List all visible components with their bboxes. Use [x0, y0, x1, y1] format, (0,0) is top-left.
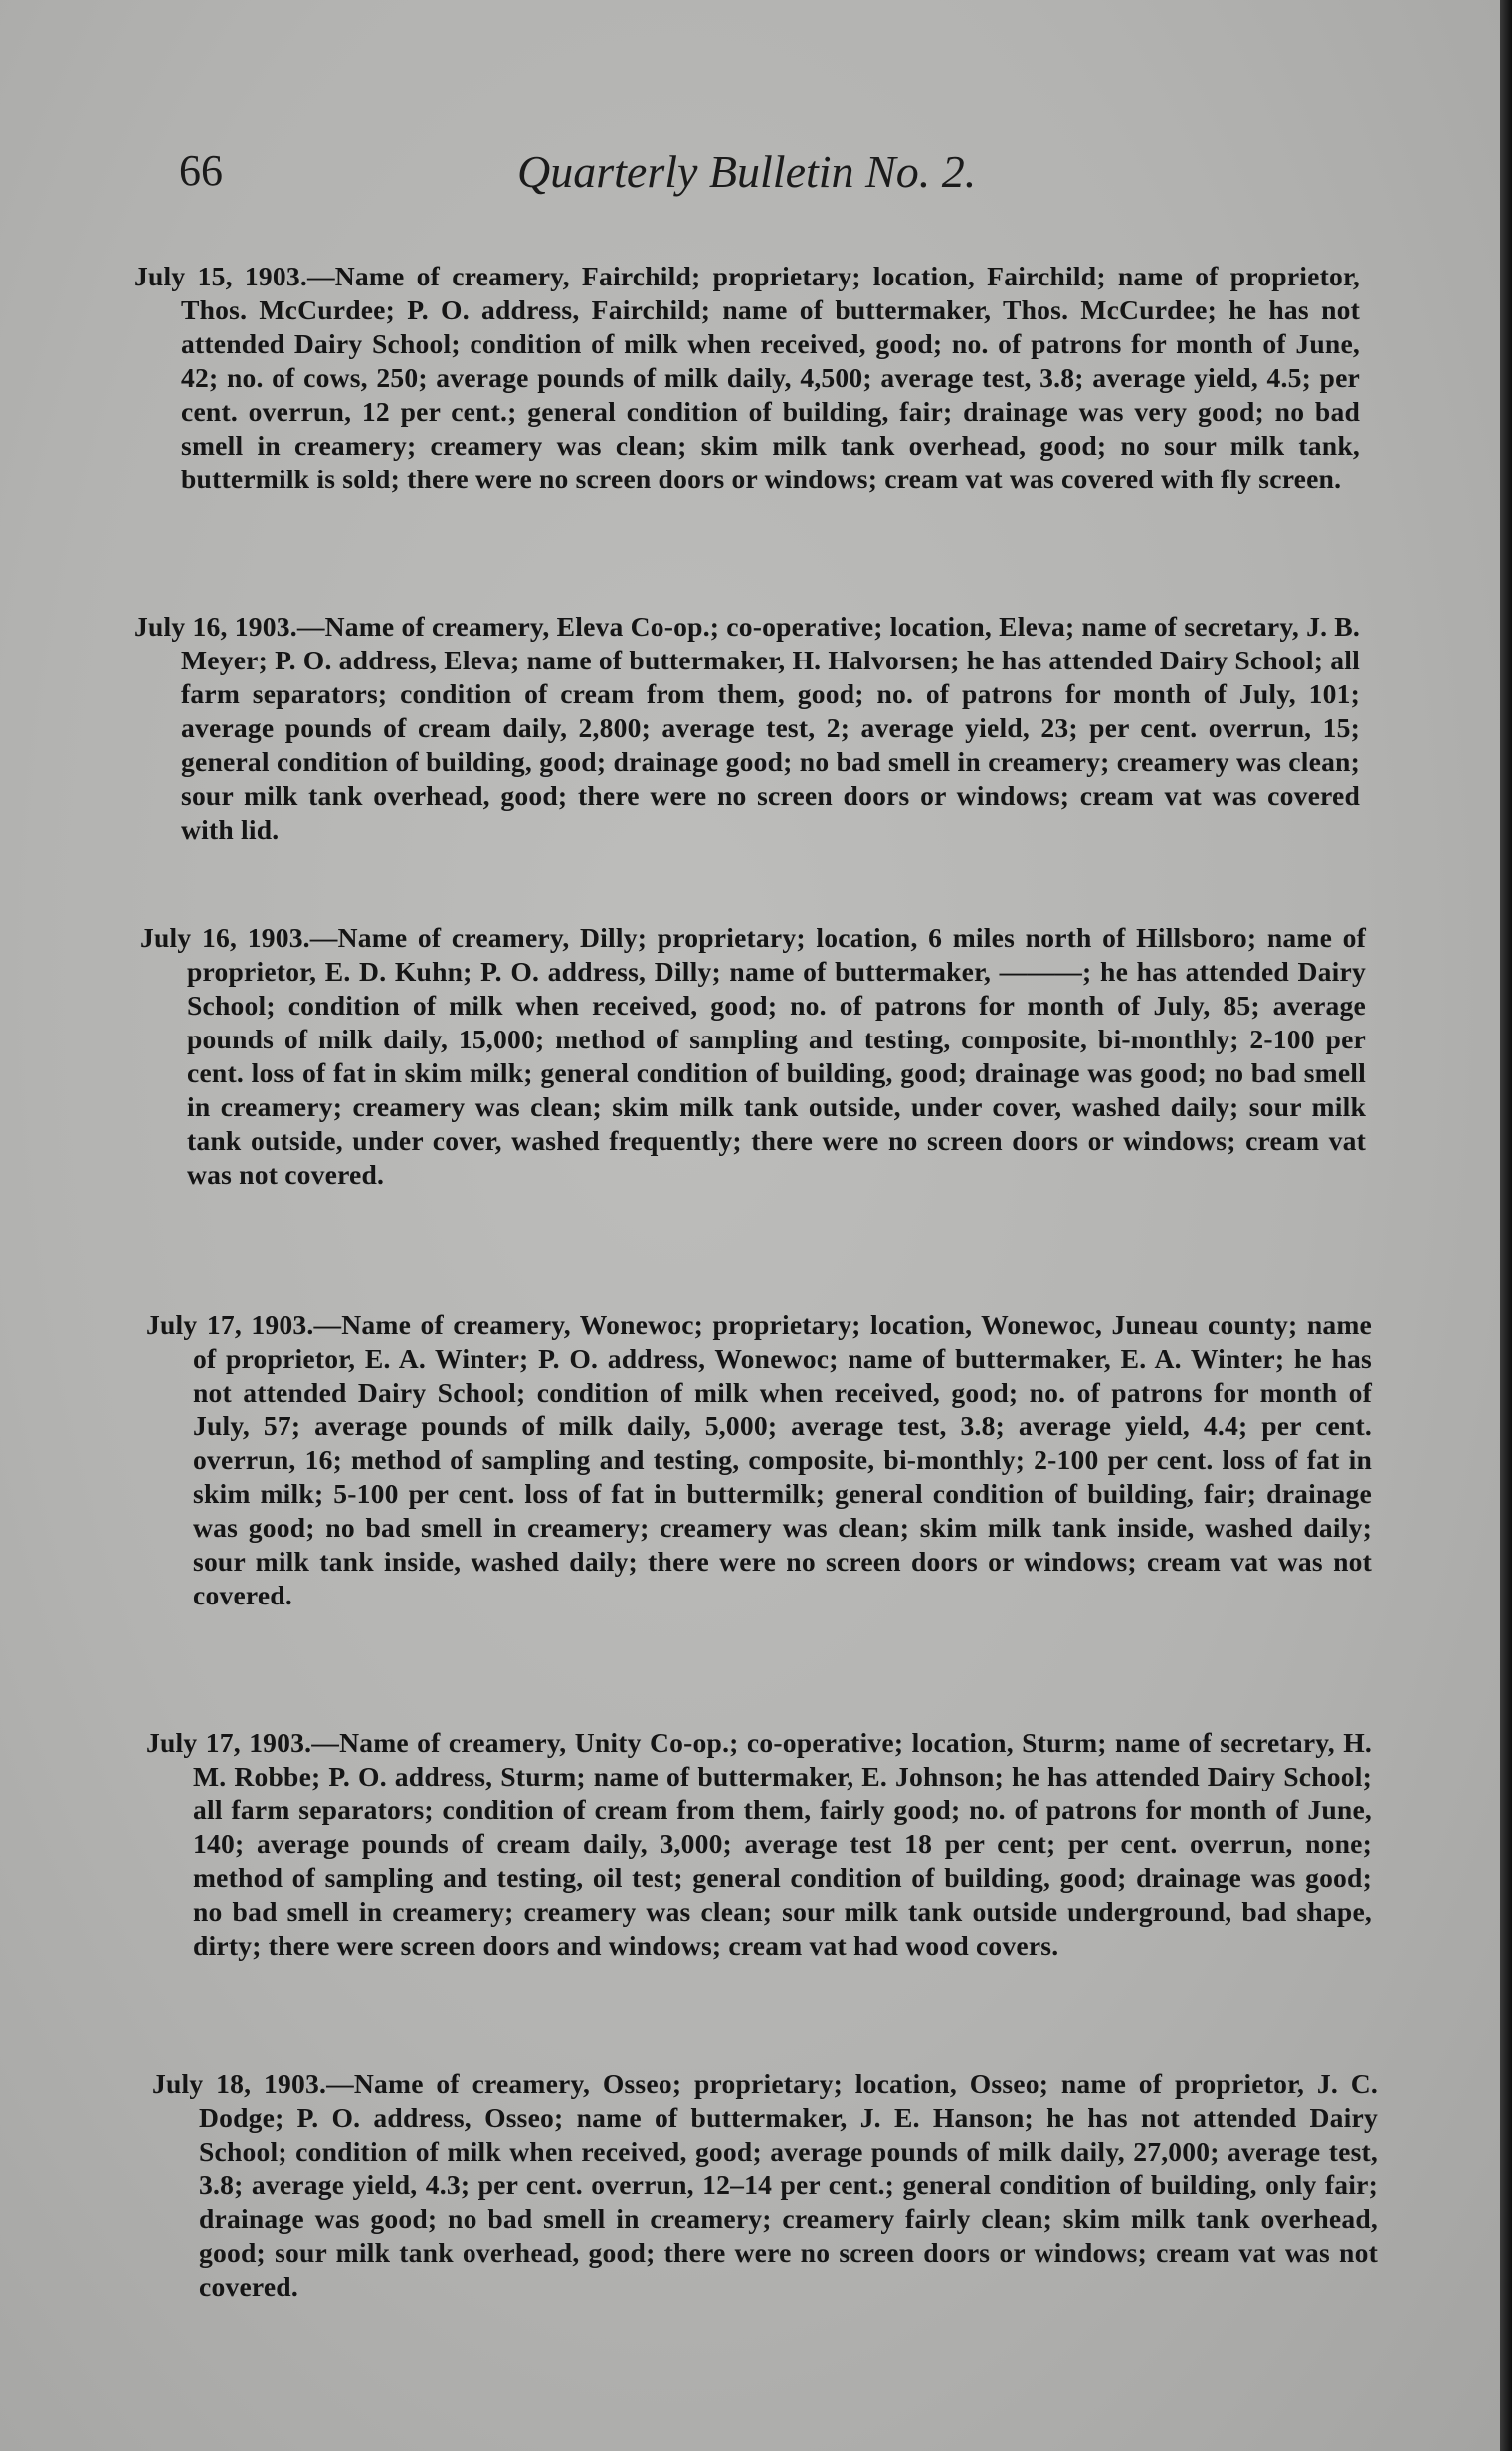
creamery-report-fairchild: July 15, 1903.—Name of creamery, Fairchild; proprietary; location, Fairchild; name of proprietor, Thos. McCurdee; P. O. address, Fairchild; name of buttermaker, Thos. McCurdee; he has not attended Dairy School; condition of milk when received, good; no. of patrons for month of June, 42; no. of cows, 250; average pounds of milk daily, 4,500; average test, 3.8; average yield, 4.5; per cent. overrun, 12 per cent.; general condition of building, fair; drainage was very good; no bad smell in creamery; creamery was clean; skim milk tank overhead, good; no sour milk tank, buttermilk is sold; there were no screen doors or windows; cream vat was covered with fly screen. [134, 260, 1360, 495]
creamery-report-wonewoc: July 17, 1903.—Name of creamery, Wonewoc; proprietary; location, Wonewoc, Juneau county; name of proprietor, E. A. Winter; P. O. address, Wonewoc; name of buttermaker, E. A. Winter; he has not attended Dairy School; condition of milk when received, good; no. of patrons for month of July, 57; average pounds of milk daily, 5,000; average test, 3.8; average yield, 4.4; per cent. overrun, 16; method of sampling and testing, composite, bi-monthly; 2-100 per cent. loss of fat in skim milk; 5-100 per cent. loss of fat in buttermilk; general condition of building, fair; drainage was good; no bad smell in creamery; creamery was clean; skim milk tank inside, washed daily; sour milk tank inside, washed daily; there were no screen doors or windows; cream vat was not covered. [146, 1308, 1372, 1611]
creamery-report-eleva: July 16, 1903.—Name of creamery, Eleva Co-op.; co-operative; location, Eleva; name of secretary, J. B. Meyer; P. O. address, Eleva; name of buttermaker, H. Halvorsen; he has attended Dairy School; all farm separators; condition of cream from them, good; no. of patrons for month of July, 101; average pounds of cream daily, 2,800; average test, 2; average yield, 23; per cent. overrun, 15; general condition of building, good; drainage good; no bad smell in creamery; creamery was clean; sour milk tank overhead, good; there were no screen doors or windows; cream vat was covered with lid. [134, 610, 1360, 846]
page-edge-shadow [1500, 0, 1512, 2451]
page-header [179, 139, 1373, 203]
page-number: 66 [179, 146, 223, 195]
creamery-report-osseo: July 18, 1903.—Name of creamery, Osseo; proprietary; location, Osseo; name of proprietor, J. C. Dodge; P. O. address, Osseo; name of buttermaker, J. E. Hanson; he has not attended Dairy School; condition of milk when received, good; average pounds of milk daily, 27,000; average test, 3.8; average yield, 4.3; per cent. overrun, 12–14 per cent.; general condition of building, only fair; drainage was good; no bad smell in creamery; creamery fairly clean; skim milk tank overhead, good; sour milk tank overhead, good; there were no screen doors or windows; cream vat was not covered. [152, 2067, 1378, 2303]
running-head: Quarterly Bulletin No. 2. [517, 146, 977, 197]
creamery-report-dilly: July 16, 1903.—Name of creamery, Dilly; proprietary; location, 6 miles north of Hillsboro; name of proprietor, E. D. Kuhn; P. O. address, Dilly; name of buttermaker, ———; he has attended Dairy School; condition of milk when received, good; no. of patrons for month of July, 85; average pounds of milk daily, 15,000; method of sampling and testing, composite, bi-monthly; 2-100 per cent. loss of fat in skim milk; general condition of building, good; drainage was good; no bad smell in creamery; creamery was clean; skim milk tank outside, under cover, washed daily; sour milk tank outside, under cover, washed frequently; there were no screen doors or windows; cream vat was not covered. [140, 921, 1366, 1191]
creamery-report-unity: July 17, 1903.—Name of creamery, Unity Co-op.; co-operative; location, Sturm; name of secretary, H. M. Robbe; P. O. address, Sturm; name of buttermaker, E. Johnson; he has attended Dairy School; all farm separators; condition of cream from them, fairly good; no. of patrons for month of June, 140; average pounds of cream daily, 3,000; average test 18 per cent; per cent. overrun, none; method of sampling and testing, oil test; general condition of building, good; drainage was good; no bad smell in creamery; creamery was clean; sour milk tank outside underground, bad shape, dirty; there were screen doors and windows; cream vat had wood covers. [146, 1726, 1372, 1962]
